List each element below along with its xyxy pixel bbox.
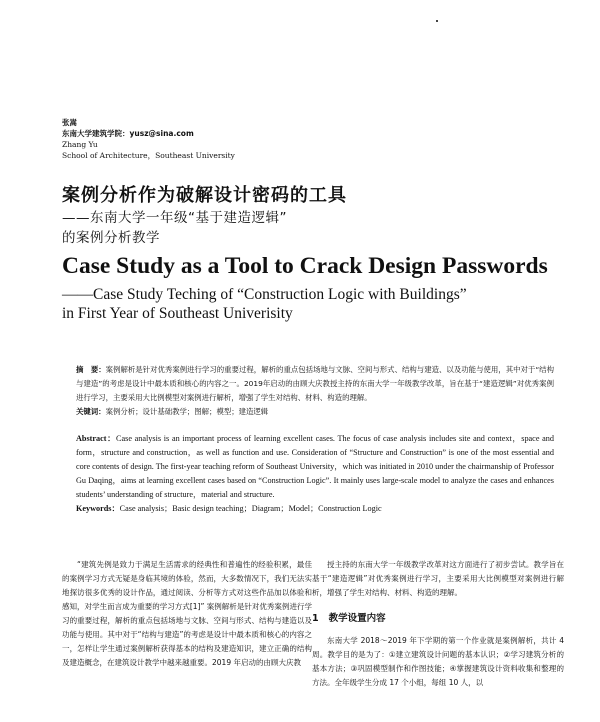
abstract-cn-label: 摘 要： (76, 365, 106, 374)
author-name-en: Zhang Yu (62, 140, 98, 149)
section-title: 教学设置内容 (328, 613, 386, 624)
subtitle-en (62, 285, 467, 323)
subtitle-en-line1: ——Case Study Teching of “Construction Logic with Buildings” (62, 286, 467, 303)
body-paragraph: 东南大学 2018～2019 年下学期的第一个作业就是案例解析，共计 4 周。教学目的是为了：①建立建筑设计问题的基本认识；②学习建筑分析的基本方法；③巩固模型制作和作图技能；④掌握建筑设计资料收集和整理的方法。全年级学生分成 17 个小组，每组 10 人，以 (312, 636, 564, 687)
scan-speck (436, 20, 438, 22)
abstract-cn (76, 363, 554, 419)
keywords-cn: 案例分析；设计基础教学；图解；模型；建造逻辑 (105, 407, 269, 416)
abstract-en-text: Case analysis is an important process of learning excellent cases. The focus of case analysis includes site and context，space and form，structure and construction，as well as function and use. Consideration of “Structure and Construction” is one of the most essential and core contents of design. The first-year teaching reform of Southeast University，which was initiated in 2010 under the chairmanship of Professor Gu Daqing，aims at learning excellent cases based on “Construction Logic”. It mainly uses large-scale model to analyze the cases and enhances students’ understanding of structure，material and structure. (76, 434, 554, 499)
subtitle-cn-line1: ——东南大学一年级“基于建造逻辑” (62, 210, 287, 226)
body-paragraph: 授主持的东南大学一年级教学改革对这方面进行了初步尝试。教学旨在基于“建造逻辑”对优秀案例进行学习，主要采用大比例模型对案例进行解析，增强了学生对结构、材料、构造的理解。 (312, 560, 564, 597)
keywords-cn-label: 关键词： (76, 407, 106, 416)
abstract-cn-text: 案例解析是针对优秀案例进行学习的重要过程，解析的重点包括场地与文脉、空间与形式、结构与建造、以及功能与使用，其中对于“结构与建造”的考虑是设计中最本质和核心的内容之一。2019年启动的由顾大庆教授主持的东南大学一年级教学改革，旨在基于“建造逻辑”对优秀案例进行学习，主要采用大比例模型对案例进行解析，增强了学生对结构、材料、构造的理解。 (76, 365, 554, 402)
subtitle-cn (62, 208, 287, 248)
author-name-cn: 张嵩 (62, 118, 77, 127)
author-affiliation-cn: 东南大学建筑学院：yusz@sina.com (62, 129, 194, 138)
title-en: Case Study as a Tool to Crack Design Passwords (62, 253, 548, 279)
abstract-en-label: Abstract： (76, 434, 117, 443)
author-affiliation-en: School of Architecture，Southeast University (62, 151, 235, 160)
title-cn: 案例分析作为破解设计密码的工具 (62, 185, 347, 206)
keywords-en: Case analysis；Basic design teaching；Diagram；Model；Construction Logic (119, 504, 382, 513)
section-heading (312, 612, 564, 626)
author-block (62, 117, 235, 161)
body-column-right (312, 558, 564, 690)
body-column-left (62, 558, 312, 670)
body-paragraph: “建筑先例是致力于满足生活需求的经典性和普遍性的经验积累，最佳的案例学习方式无疑是身临其境的体验，然而，大多数情况下，我们无法实地探访很多优秀的设计作品，通过阅读、分析等方式对这些作品加以体验和感知，对学生而言成为重要的学习方式[1]” 案例解析是针对优秀案例进行学习的重要过程，解析的重点包括场地与文脉、空间与形式、结构与建造以及功能与使用。其中对于“结构与建造”的考虑是设计中最本质和核心的内容之一，怎样让学生通过案例解析获得基本的结构及建造知识，建立正确的结构及建造概念，在建筑设计教学中越来越重要。2019 年启动的由顾大庆教 (62, 560, 312, 667)
keywords-en-label: Keywords： (76, 504, 120, 513)
abstract-en (76, 432, 554, 516)
subtitle-en-line2: in First Year of Southeast Univerisity (62, 305, 293, 322)
section-number: 1 (312, 613, 319, 624)
subtitle-cn-line2: 的案例分析教学 (62, 230, 160, 246)
